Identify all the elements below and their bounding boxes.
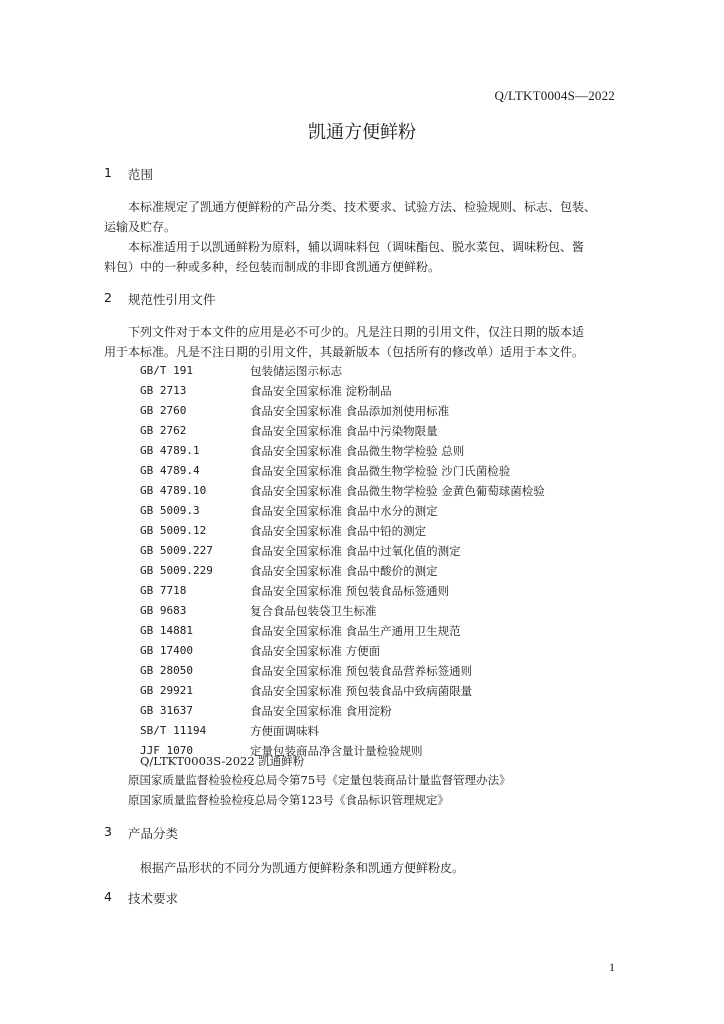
reference-name: 食品安全国家标准 食品微生物学检验 沙门氏菌检验 xyxy=(250,464,511,478)
references-intro-line-1: 下列文件对于本文件的应用是必不可少的。凡是注日期的引用文件，仅注日期的版本适 xyxy=(128,325,585,339)
reference-code: GB/T 191 xyxy=(140,364,193,377)
reference-extra-standard: Q/LTKT0003S-2022 凯通鲜粉 xyxy=(140,754,305,768)
reference-code: GB 2760 xyxy=(140,404,187,417)
page-number: 1 xyxy=(609,960,615,974)
reference-code: GB 14881 xyxy=(140,624,193,637)
reference-code: GB 5009.227 xyxy=(140,544,213,557)
reference-code: GB 9683 xyxy=(140,604,187,617)
reference-name: 食品安全国家标准 食品中污染物限量 xyxy=(250,424,438,438)
section-heading-3 xyxy=(104,824,304,842)
section-title: 产品分类 xyxy=(128,826,179,841)
section-title: 规范性引用文件 xyxy=(128,292,216,307)
reference-name: 食品安全国家标准 方便面 xyxy=(250,644,381,658)
section-number: 4 xyxy=(104,889,112,904)
reference-name: 食品安全国家标准 预包装食品中致病菌限量 xyxy=(250,684,473,698)
reference-code: GB 4789.4 xyxy=(140,464,200,477)
reference-code: GB 5009.12 xyxy=(140,524,207,537)
reference-name: 食品安全国家标准 食品生产通用卫生规范 xyxy=(250,624,461,638)
reference-name: 食品安全国家标准 食用淀粉 xyxy=(250,704,392,718)
section-heading-4 xyxy=(104,889,304,907)
reference-name: 食品安全国家标准 预包装食品营养标签通则 xyxy=(250,664,473,678)
reference-name: 食品安全国家标准 食品中铅的测定 xyxy=(250,524,427,538)
scope-paragraph-1-line-1: 本标准规定了凯通方便鲜粉的产品分类、技术要求、试验方法、检验规则、标志、包装、 xyxy=(128,200,597,214)
reference-extra-regulation-123: 原国家质量监督检验检疫总局令第123号《食品标识管理规定》 xyxy=(128,793,449,807)
section-heading-1 xyxy=(104,165,304,183)
section-title: 范围 xyxy=(128,167,154,182)
classification-text: 根据产品形状的不同分为凯通方便鲜粉条和凯通方便鲜粉皮。 xyxy=(140,861,465,875)
reference-code: GB 5009.3 xyxy=(140,504,200,517)
document-code: Q/LTKT0004S—2022 xyxy=(494,88,615,103)
reference-name: 食品安全国家标准 食品中过氧化值的测定 xyxy=(250,544,461,558)
reference-name: 食品安全国家标准 预包装食品标签通则 xyxy=(250,584,450,598)
reference-code: GB 31637 xyxy=(140,704,193,717)
reference-code: GB 4789.10 xyxy=(140,484,207,497)
reference-code: GB 4789.1 xyxy=(140,444,200,457)
reference-name: 定量包装商品净含量计量检验规则 xyxy=(250,744,423,758)
reference-code: GB 5009.229 xyxy=(140,564,213,577)
reference-name: 食品安全国家标准 食品微生物学检验 总则 xyxy=(250,444,465,458)
reference-code: GB 28050 xyxy=(140,664,193,677)
reference-extra-regulation-75: 原国家质量监督检验检疫总局令第75号《定量包装商品计量监督管理办法》 xyxy=(128,773,511,787)
reference-code: GB 17400 xyxy=(140,644,193,657)
section-number: 1 xyxy=(104,165,112,180)
reference-code: GB 2762 xyxy=(140,424,187,437)
reference-name: 方便面调味料 xyxy=(250,724,319,738)
reference-code: GB 29921 xyxy=(140,684,193,697)
section-number: 3 xyxy=(104,824,112,839)
section-number: 2 xyxy=(104,290,112,305)
reference-name: 食品安全国家标准 食品微生物学检验 金黄色葡萄球菌检验 xyxy=(250,484,545,498)
reference-code: GB 2713 xyxy=(140,384,187,397)
section-title: 技术要求 xyxy=(128,891,179,906)
scope-paragraph-2-line-1: 本标准适用于以凯通鲜粉为原料，辅以调味料包（调味酯包、脱水菜包、调味粉包、酱 xyxy=(128,240,585,254)
reference-name: 包装储运图示标志 xyxy=(250,364,342,378)
reference-name: 食品安全国家标准 淀粉制品 xyxy=(250,384,392,398)
scope-paragraph-1-line-2: 运输及贮存。 xyxy=(104,220,177,234)
reference-name: 食品安全国家标准 食品添加剂使用标准 xyxy=(250,404,450,418)
reference-name: 食品安全国家标准 食品中酸价的测定 xyxy=(250,564,438,578)
page-title: 凯通方便鲜粉 xyxy=(308,122,416,143)
reference-code: JJF 1070 xyxy=(140,744,193,757)
reference-name: 复合食品包装袋卫生标准 xyxy=(250,604,377,618)
section-heading-2 xyxy=(104,290,304,308)
reference-code: SB/T 11194 xyxy=(140,724,207,737)
reference-name: 食品安全国家标准 食品中水分的测定 xyxy=(250,504,438,518)
references-intro-line-2: 用于本标准。凡是不注日期的引用文件，其最新版本（包括所有的修改单）适用于本文件。 xyxy=(104,345,585,359)
reference-code: GB 7718 xyxy=(140,584,187,597)
scope-paragraph-2-line-2: 料包）中的一种或多种，经包装而制成的非即食凯通方便鲜粉。 xyxy=(104,260,441,274)
